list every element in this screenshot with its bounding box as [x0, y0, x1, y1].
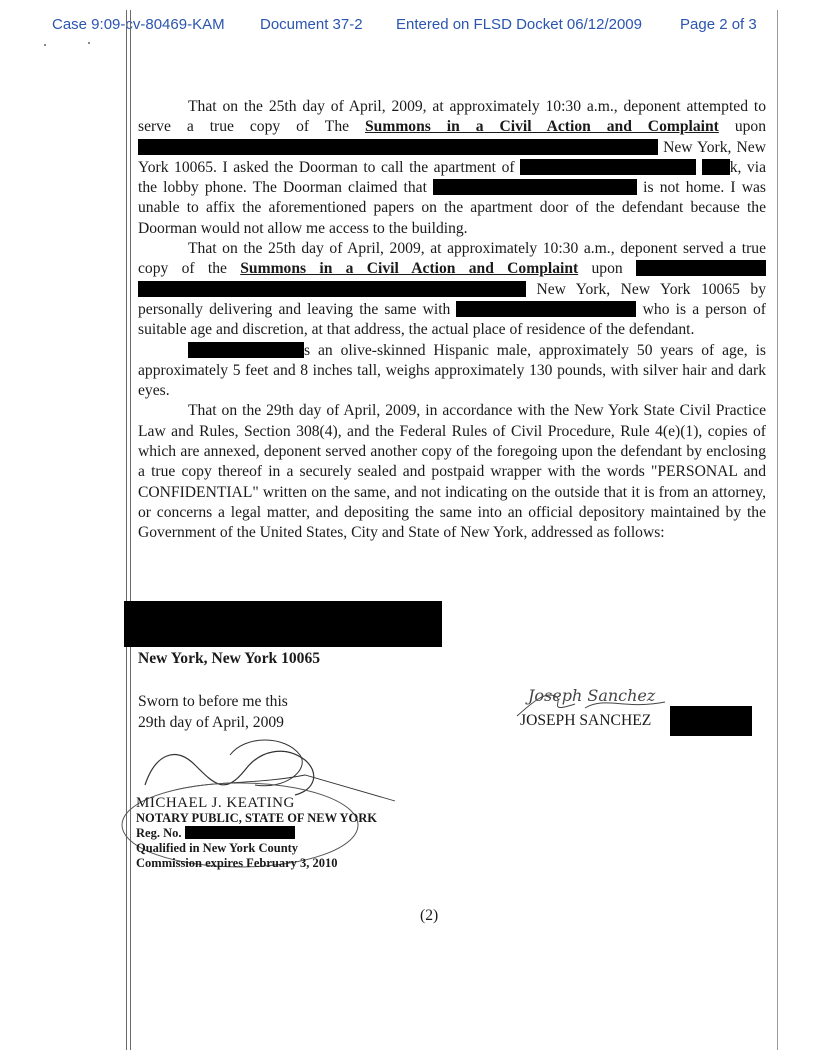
document-title: Summons in a Civil Action and Complaint — [240, 260, 579, 278]
redaction — [670, 706, 752, 736]
margin-line-left-2 — [130, 10, 131, 1050]
notary-expiration: Commission expires February 3, 2010 — [136, 856, 338, 870]
redaction — [520, 159, 696, 175]
mailing-address-city: New York, New York 10065 — [138, 650, 321, 667]
redaction — [702, 159, 730, 175]
deponent-signature: Joseph Sanchez — [528, 686, 656, 705]
paragraph-service: That on the 25th day of April, 2009, at approximately 10:30 a.m., deponent served a true copy of the Summons in a Civil Action and Complaint upon New York, New York 10065 by personally delivering and leaving the same with who is a person of suitable age and discretion, at that address, the actual place of residence of the defendant. — [138, 240, 766, 339]
scan-speck — [44, 44, 46, 46]
sworn-line-2: 29th day of April, 2009 — [138, 713, 284, 731]
paragraph-description: s an olive-skinned Hispanic male, approximately 50 years of age, is approximately 5 feet and 8 inches tall, weighs approximately 130 pounds, with silver hair and dark eyes. — [138, 341, 766, 400]
sworn-line-1: Sworn to before me this — [138, 693, 288, 710]
page-indicator: Page 2 of 3 — [680, 16, 757, 33]
redaction — [636, 260, 766, 276]
margin-line-left-1 — [126, 10, 127, 1050]
deponent-name: JOSEPH SANCHEZ — [520, 712, 652, 729]
redaction — [185, 826, 295, 839]
redaction — [456, 301, 636, 317]
sworn-statement — [138, 692, 288, 733]
docket-header — [52, 16, 772, 38]
notary-name: MICHAEL J. KEATING — [136, 795, 295, 811]
scan-speck — [88, 42, 90, 44]
paragraph-attempted-service: That on the 25th day of April, 2009, at approximately 10:30 a.m., deponent attempted to serve a true copy of The Summons in a Civil Action and Complaint upon New York, New York 10065. I asked the Doorman to call the apartment of k, via the lobby phone. The Doorman claimed that is not home. I was unable to affix the aforementioned papers on the apartment door of the defendant because the Doorman would not allow me access to the building. — [138, 98, 766, 237]
margin-line-right — [777, 10, 778, 1050]
notary-block — [136, 796, 377, 871]
docket-entry: Entered on FLSD Docket 06/12/2009 — [396, 16, 642, 33]
page-number: (2) — [420, 907, 439, 924]
redaction — [433, 179, 637, 195]
redaction — [138, 281, 526, 297]
redaction — [188, 342, 304, 358]
affidavit-body — [138, 97, 766, 544]
document-title: Summons in a Civil Action and Complaint — [364, 118, 719, 136]
notary-reg: Reg. No. — [136, 826, 377, 841]
paragraph-mailing: That on the 29th day of April, 2009, in accordance with the New York State Civil Practice Law and Rules, Section 308(4), and the Federal Rules of Civil Procedure, Rule 4(e)(1), copies of which are annexed, deponent served another copy of the foregoing upon the defendant by enclosing a true copy thereof in a securely sealed and postpaid wrapper with the words "PERSONAL and CONFIDENTIAL" written on the same, and not indicating on the outside that it is from an attorney, or concerns a legal matter, and depositing the same into an official depository maintained by the Government of the United States, City and State of New York, addressed as follows: — [138, 402, 766, 542]
case-number: Case 9:09-cv-80469-KAM — [52, 16, 225, 33]
notary-title: NOTARY PUBLIC, STATE OF NEW YORK — [136, 811, 378, 825]
redaction — [138, 139, 658, 155]
redacted-address — [124, 601, 442, 647]
notary-qualified: Qualified in New York County — [136, 841, 299, 855]
document-number: Document 37-2 — [260, 16, 363, 33]
